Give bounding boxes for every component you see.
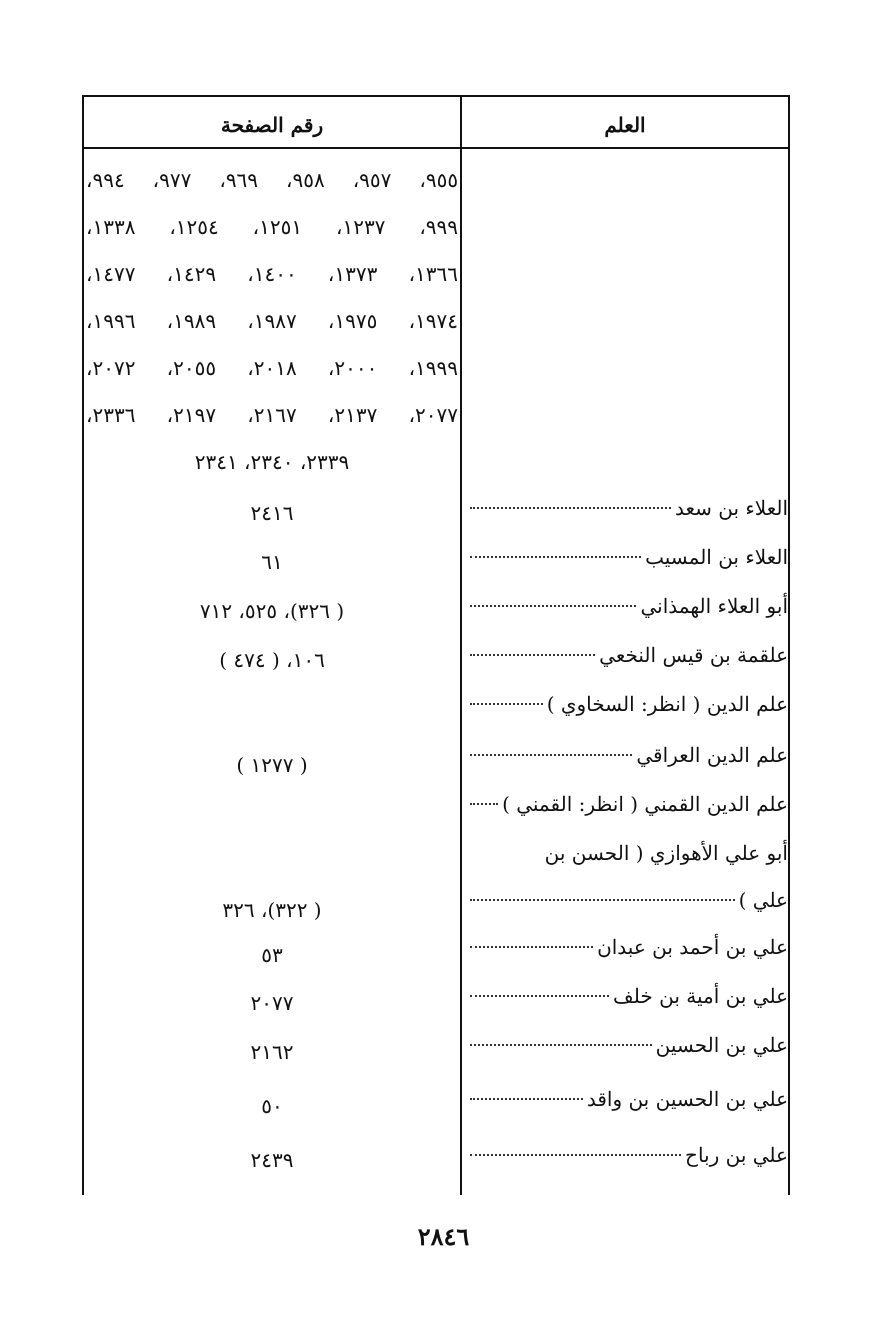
leader-dots: [470, 946, 593, 948]
leader-dots: [470, 605, 636, 607]
entry-name-row: [466, 689, 788, 719]
leader-dots: [470, 899, 735, 901]
leader-dots: [470, 1044, 652, 1046]
entry-name: علم الدين العراقي: [636, 743, 788, 767]
leader-dots: [470, 1098, 583, 1100]
entry-name: علي بن الحسين بن واقد: [586, 1087, 788, 1111]
continued-pages-line: ١٩٩٩، ٢٠٠٠، ٢٠١٨، ٢٠٥٥، ٢٠٧٢،: [86, 356, 458, 380]
entry-pages: ( ٣٢٢)، ٣٢٦: [222, 898, 322, 922]
entry-pages: ٥٠: [261, 1094, 283, 1118]
entry-name-row: [466, 885, 788, 915]
entry-name-row: [466, 981, 788, 1011]
entry-pages: ٢٠٧٧: [250, 991, 294, 1015]
leader-dots: [470, 556, 641, 558]
entry-name-row: [466, 542, 788, 572]
entry-name: علي بن أحمد بن عبدان: [597, 935, 788, 959]
leader-dots: [470, 803, 498, 805]
continued-pages-line: ١٣٦٦، ١٣٧٣، ١٤٠٠، ١٤٢٩، ١٤٧٧،: [86, 262, 458, 286]
entry-name-row: [466, 591, 788, 621]
pages-column-header: رقم الصفحة: [220, 113, 324, 137]
entry-pages: ٢٤١٦: [250, 501, 294, 525]
table-left-rule: [82, 95, 84, 1195]
entry-name: علي بن الحسين: [655, 1033, 788, 1057]
table-right-rule: [788, 95, 790, 1195]
entry-pages: ١٠٦، ( ٤٧٤ ): [219, 648, 325, 672]
entry-pages: ٥٣: [261, 943, 283, 967]
entry-name-row: [466, 640, 788, 670]
entry-name-row: [466, 1084, 788, 1114]
continued-pages-line: ٢٠٧٧، ٢١٣٧، ٢١٦٧، ٢١٩٧، ٢٣٣٦،: [86, 403, 458, 427]
entry-name-row: [466, 1030, 788, 1060]
leader-dots: [470, 654, 595, 656]
continued-pages-line: ١٩٧٤، ١٩٧٥، ١٩٨٧، ١٩٨٩، ١٩٩٦،: [86, 309, 458, 333]
entry-name-first-line: أبو علي الأهوازي ( الحسن بن: [544, 841, 788, 865]
entry-name: علم الدين ( انظر: السخاوي ): [546, 692, 788, 716]
entry-name: علي ): [738, 888, 788, 912]
entry-name: علي بن أمية بن خلف: [613, 984, 788, 1008]
entry-name: علي بن رباح: [685, 1143, 788, 1167]
entry-pages: ( ١٢٧٧ ): [236, 753, 308, 777]
entry-pages: ٦١: [261, 550, 283, 574]
entry-name: علقمة بن قيس النخعي: [599, 643, 788, 667]
entry-name-row: [466, 740, 788, 770]
page-number: ٢٨٤٦: [417, 1222, 470, 1251]
table-header-rule: [82, 147, 790, 149]
leader-dots: [470, 703, 543, 705]
entry-pages: ٢١٦٢: [250, 1040, 294, 1064]
continued-pages-line: ٩٥٥، ٩٥٧، ٩٥٨، ٩٦٩، ٩٧٧، ٩٩٤،: [86, 168, 459, 192]
leader-dots: [470, 507, 671, 509]
leader-dots: [470, 754, 632, 756]
leader-dots: [470, 1154, 681, 1156]
entry-name-row: [466, 1140, 788, 1170]
entry-name-row: [466, 493, 788, 523]
continued-pages-line: ٢٣٣٩، ٢٣٤٠، ٢٣٤١: [194, 450, 350, 474]
name-column-header: العلم: [604, 113, 646, 137]
table-middle-rule: [460, 95, 462, 1195]
entry-pages: ( ٣٢٦)، ٥٢٥، ٧١٢: [199, 599, 345, 623]
table-top-rule: [82, 95, 790, 97]
entry-name-row: [466, 932, 788, 962]
entry-name: أبو العلاء الهمذاني: [640, 594, 788, 618]
entry-name-line1: [466, 838, 788, 868]
entry-name: العلاء بن المسيب: [645, 545, 788, 569]
index-table: [82, 95, 790, 1195]
entry-name: علم الدين القمني ( انظر: القمني ): [502, 792, 788, 816]
entry-name: العلاء بن سعد: [674, 496, 788, 520]
entry-name-row: [466, 789, 788, 819]
continued-pages-line: ٩٩٩، ١٢٣٧، ١٢٥١، ١٢٥٤، ١٣٣٨،: [86, 215, 459, 239]
leader-dots: [470, 995, 609, 997]
entry-pages: ٢٤٣٩: [250, 1148, 294, 1172]
